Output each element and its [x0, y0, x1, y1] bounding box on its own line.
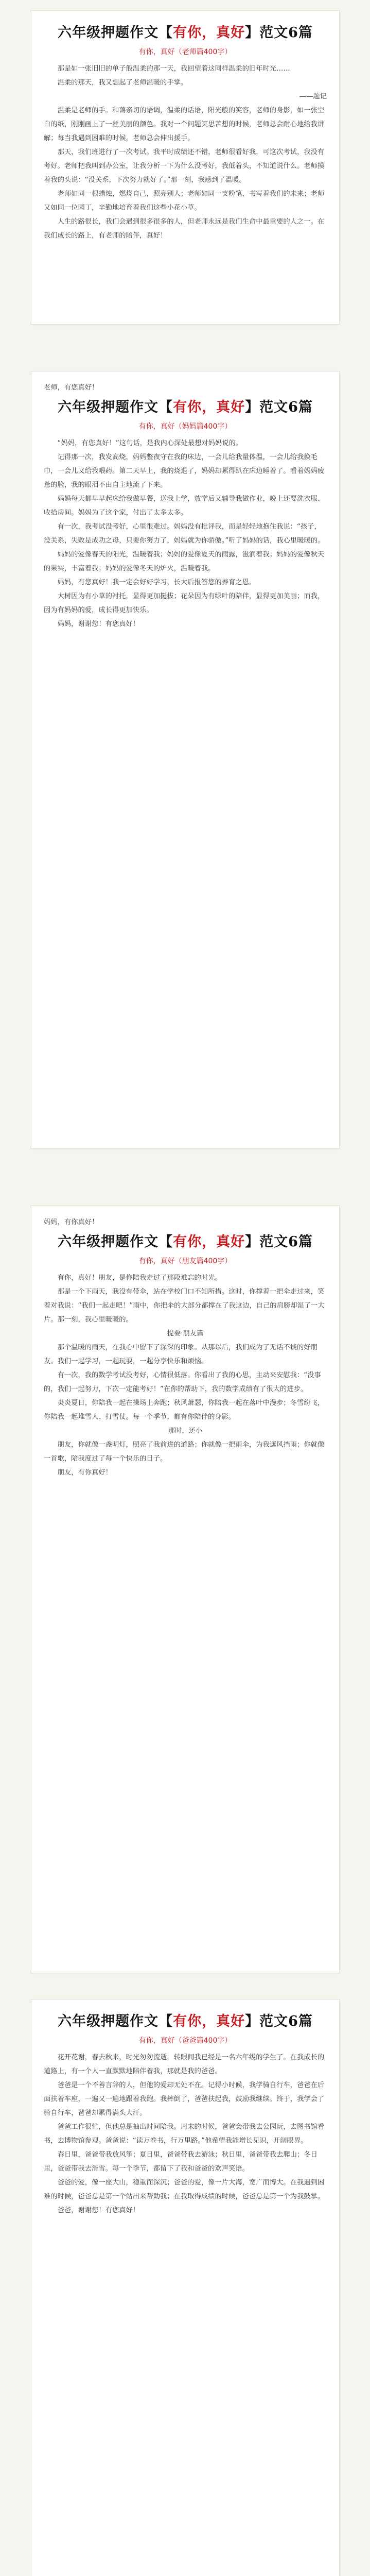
title-highlight: 有你，真好 [173, 25, 245, 41]
title-prefix: 六年级押题作文【 [58, 2013, 173, 2029]
paragraph: 妈妈每天都早早起床给我做早餐，送我上学，放学后又辅导我做作业，晚上还要洗衣服、收拾房间。妈妈为了这个家，付出了太多太多。 [44, 495, 325, 517]
card-title [44, 2010, 327, 2030]
paragraph: 妈妈，谢谢您！有您真好！ [57, 620, 140, 628]
paragraph: 春日里，爸爸带我放风筝；夏日里，爸爸带我去游泳；秋日里，爸爸带我去爬山；冬日里，爸爸带我去滑雪。每一个季节，都留下了我和爸爸的欢声笑语。 [44, 2151, 318, 2173]
title-suffix: 】范文6篇 [245, 1234, 313, 1250]
essay-card-3 [31, 1206, 340, 1973]
paragraph: 爸爸是一个不善言辞的人，但他的爱却无处不在。记得小时候，我学骑自行车，爸爸在后面扶着车座，一遍又一遍地跟着我跑。我摔倒了，爸爸扶起我，鼓励我继续。终于，我学会了骑自行车，爸爸却累得满头大汗。 [44, 2081, 325, 2117]
paragraph-plain: 老师，有您真好！ [44, 384, 99, 392]
card-subtitle: 有你，真好（朋友篇400字） [138, 1257, 232, 1265]
title-suffix: 】范文6篇 [245, 25, 313, 41]
title-highlight: 有你，真好 [173, 2013, 245, 2029]
paragraph: 爸爸，谢谢您！有您真好！ [57, 2207, 140, 2214]
paragraph: 老师如同一根蜡烛，燃烧自己，照亮别人；老师如同一支粉笔，书写着我们的未来；老师又如同一位园丁，辛勤地培育着我们这些小花小草。 [44, 190, 325, 212]
paragraph: 朋友，你就像一盏明灯，照亮了我前进的道路；你就像一把雨伞，为我遮风挡雨；你就像一首歌，陪我度过了每一个快乐的日子。 [44, 1441, 325, 1463]
paragraph-center: 提要·朋友篇 [167, 1330, 204, 1337]
title-prefix: 六年级押题作文【 [58, 25, 173, 41]
paragraph: 妈妈的爱像春天的阳光，温暖着我；妈妈的爱像夏天的雨露，滋润着我；妈妈的爱像秋天的果实，丰富着我；妈妈的爱像冬天的炉火，温暖着我。 [44, 551, 325, 572]
paragraph-right: ——题记 [299, 93, 327, 100]
paragraph: 那是一个下雨天，我没有带伞，站在学校门口不知所措。这时，你撑着一把伞走过来，笑着对我说：“我们一起走吧！”雨中，你把伞的大部分都撑在了我这边，自己的肩膀却湿了一大片。那一刻，我心里暖暖的。 [44, 1288, 325, 1324]
card-subtitle: 有你，真好（老师篇400字） [138, 48, 232, 56]
paragraph: 妈妈，有您真好！我一定会好好学习，长大后报答您的养育之恩。 [57, 579, 256, 586]
card-title [44, 1230, 327, 1250]
paragraph: 有一次，我考试没考好，心里很难过。妈妈没有批评我，而是轻轻地抱住我说：“孩子，没关系，失败是成功之母，只要你努力了，妈妈就为你骄傲。”听了妈妈的话，我心里暖暖的。 [44, 523, 325, 545]
paragraph: 有你，真好！朋友，是你陪我走过了那段难忘的时光。 [57, 1274, 222, 1282]
paragraph: 那个温暖的雨天，在我心中留下了深深的印象。从那以后，我们成为了无话不谈的好朋友。我们一起学习，一起玩耍，一起分享快乐和烦恼。 [44, 1344, 318, 1365]
paragraph: “妈妈，有您真好！”这句话，是我内心深处最想对妈妈说的。 [57, 439, 243, 447]
paragraph: 朋友，有你真好！ [57, 1469, 112, 1477]
paragraph: 爸爸的爱，像一座大山，稳重而深沉；爸爸的爱，像一片大海，宽广而博大。在我遇到困难的时候，爸爸总是第一个站出来帮助我；在我取得成绩的时候，爸爸总是第一个为我鼓掌。 [44, 2179, 325, 2200]
paragraph: 温柔是老师的手。和蔼亲切的语调，温柔的话语，阳光般的笑容，老师的身影，如一张空白的纸，刚刚画上了一丝美丽的颜色。我对一个问题冥思苦想的时候，老师总会耐心地给我讲解；每当我遇到困难的时候，老师总会伸出援手。 [44, 107, 325, 142]
paragraph: 花开花谢，春去秋来，时光匆匆流逝，转眼间我已经是一名六年级的学生了。在我成长的道路上，有一个人一直默默地陪伴着我，那就是我的爸爸。 [44, 2054, 325, 2075]
card-title [44, 396, 327, 416]
paragraph: 温柔的那天，我又想起了老师温暖的手掌。 [57, 79, 188, 87]
paragraph: 人生的路很长，我们会遇到很多很多的人，但老师永远是我们生命中最重要的人之一。在我们成长的路上，有老师的陪伴，真好！ [44, 218, 325, 240]
paragraph: 炎炎夏日，你陪我一起在操场上奔跑；秋风萧瑟，你陪我一起在落叶中漫步；冬雪纷飞，你陪我一起堆雪人、打雪仗。每一个季节，都有你陪伴的身影。 [44, 1399, 325, 1421]
title-highlight: 有你，真好 [173, 399, 245, 415]
paragraph: 大树因为有小草的衬托，显得更加挺拔；花朵因为有绿叶的陪伴，显得更加美丽；而我，因为有妈妈的爱，成长得更加快乐。 [44, 592, 325, 614]
title-suffix: 】范文6篇 [245, 399, 313, 415]
title-prefix: 六年级押题作文【 [58, 1234, 173, 1250]
essay-card-1 [31, 10, 340, 325]
paragraph: 那天，我们班进行了一次考试。我平时成绩还不错，老师很看好我，可这次考试，我没有考好。老师把我叫到办公室，让我分析一下为什么没考好，我低着头，不知道说什么。老师摸着我的头说：“没关系，下次努力就好了。”那一刻，我感到了温暖。 [44, 148, 325, 184]
paragraph: 记得那一次，我发高烧，妈妈整夜守在我的床边，一会儿给我量体温，一会儿给我换毛巾，一会儿又给我喂药。第二天早上，我的烧退了，妈妈却累得趴在床边睡着了。看着妈妈疲惫的脸，我的眼泪不由自主地流了下来。 [44, 453, 325, 489]
title-highlight: 有你，真好 [173, 1234, 245, 1250]
title-suffix: 】范文6篇 [245, 2013, 313, 2029]
card-title [44, 21, 327, 41]
card-subtitle: 有你，真好（爸爸篇400字） [138, 2037, 232, 2045]
paragraph: 有一次，我的数学考试没考好，心情很低落。你看出了我的心思，主动来安慰我：“没事的，我们一起努力，下次一定能考好！”在你的帮助下，我的数学成绩有了很大的进步。 [44, 1371, 321, 1393]
card-subtitle: 有你，真好（妈妈篇400字） [138, 422, 232, 431]
paragraph: 那是如一张旧旧的单子般温柔的那一天，我回望着这同样温柔的旧年时光…… [57, 65, 290, 73]
paragraph-plain: 妈妈，有你真好！ [44, 1218, 99, 1226]
paragraph-center: 那时，还小 [168, 1427, 203, 1435]
title-prefix: 六年级押题作文【 [58, 399, 173, 415]
paragraph: 爸爸工作很忙，但他总是抽出时间陪我。周末的时候，爸爸会带我去公园玩，去图书馆看书，去博物馆参观。爸爸说：“读万卷书，行万里路。”他希望我能增长见识，开阔眼界。 [44, 2123, 325, 2145]
essay-card-4 [31, 1999, 340, 2576]
essay-card-2 [31, 371, 340, 1149]
